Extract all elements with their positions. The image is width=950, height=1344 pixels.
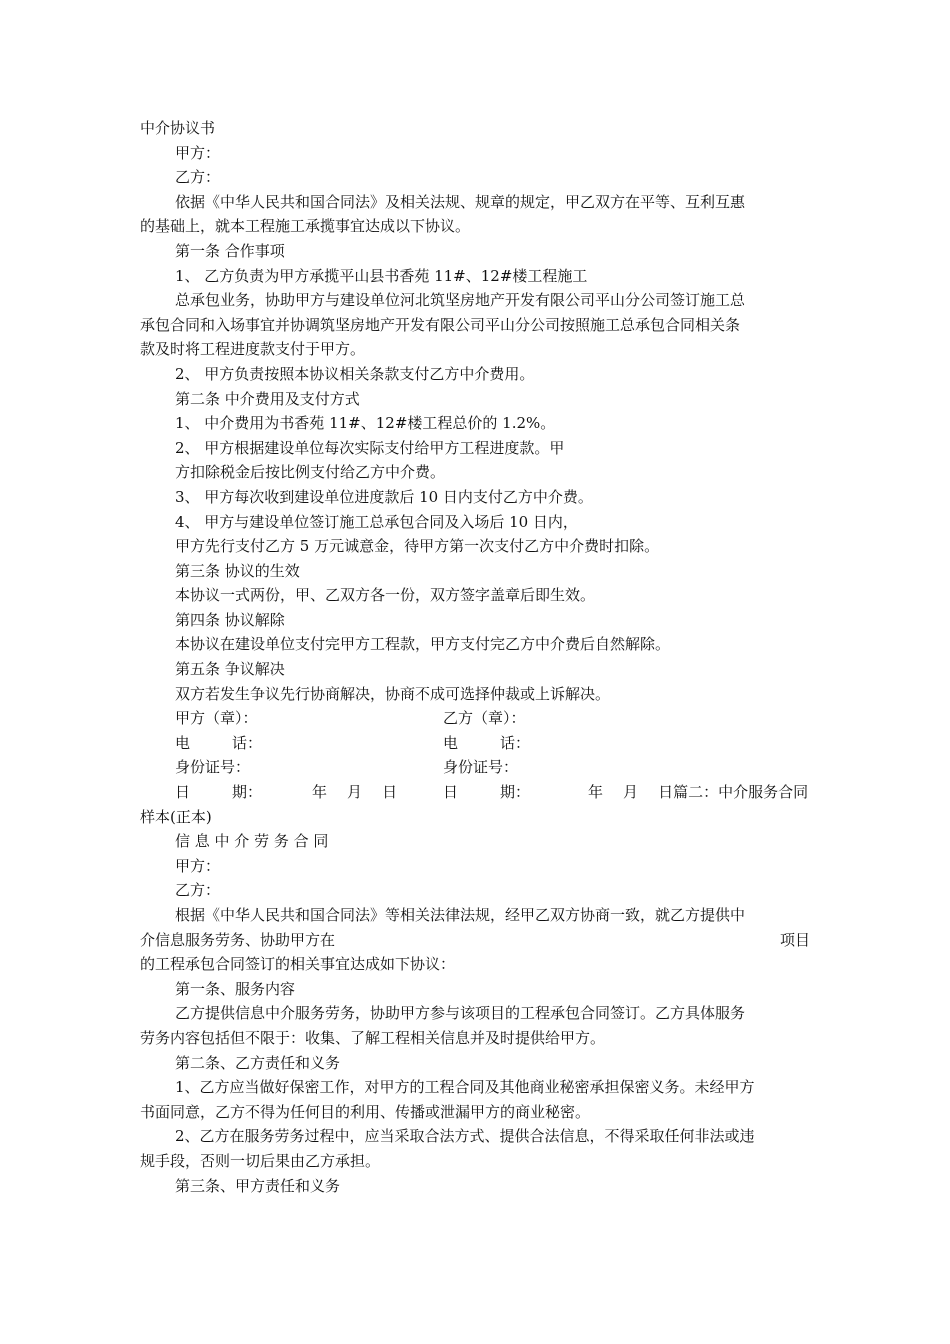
article-2-item-1: 1、 中介费用为书香苑 11#、12#楼工程总价的 1.2%。 — [175, 414, 556, 433]
date-year: 年 — [588, 783, 604, 802]
contract-2-article-2-title: 第二条、乙方责任和义务 — [175, 1053, 341, 1072]
doc-title: 中介协议书 — [140, 119, 216, 137]
article-1-item-1-cont: 承包合同和入场事宜并协调筑坚房地产开发有限公司平山分公司按照施工总承包合同相关条 — [140, 315, 741, 334]
contract-2-intro-line: 的工程承包合同签订的相关事宜达成如下协议： — [140, 955, 456, 974]
phone-label: 电 — [443, 733, 459, 752]
article-1-item-2: 2、 甲方负责按照本协议相关条款支付乙方中介费用。 — [175, 364, 535, 383]
document-page — [140, 116, 810, 1198]
date-month: 月 — [623, 783, 639, 802]
signature-id-row — [140, 755, 810, 780]
contract-2-article-1-body: 乙方提供信息中介服务劳务，协助甲方参与该项目的工程承包合同签订。乙方具体服务 — [175, 1004, 746, 1023]
phone-label: 话： — [232, 733, 263, 752]
date-label: 期： — [500, 783, 531, 802]
article-1-item-1-cont: 总承包业务，协助甲方与建设单位河北筑坚房地产开发有限公司平山分公司签订施工总 — [175, 291, 746, 310]
party-a-line: 甲方： — [175, 143, 221, 162]
signature-date-row — [140, 780, 810, 805]
party-a-id: 身份证号： — [175, 758, 251, 777]
party-b-date — [443, 780, 810, 805]
article-1-item-1: 1、 乙方负责为甲方承揽平山县书香苑 11#、12#楼工程施工 — [175, 266, 588, 285]
article-4-body: 本协议在建设单位支付完甲方工程款，甲方支付完乙方中介费后自然解除。 — [175, 635, 671, 654]
contract-2-article-2-item-2: 规手段，否则一切后果由乙方承担。 — [140, 1151, 381, 1170]
intro-part: 介信息服务劳务、协助甲方在 — [140, 930, 336, 949]
date-label: 日 — [175, 783, 191, 802]
contract-2-intro-line: 根据《中华人民共和国合同法》等相关法律法规，经甲乙双方协商一致，就乙方提供中 — [175, 906, 746, 924]
article-3-title: 第三条 协议的生效 — [175, 561, 300, 580]
contract-2-article-2-item-1: 1、乙方应当做好保密工作，对甲方的工程合同及其他商业秘密承担保密义务。未经甲方 — [175, 1078, 755, 1097]
article-2-item-4-cont: 甲方先行支付乙方 5 万元诚意金，待甲方第一次支付乙方中介费时扣除。 — [175, 537, 660, 556]
article-3-body: 本协议一式两份，甲、乙双方各一份，双方签字盖章后即生效。 — [175, 586, 596, 605]
party-b-seal: 乙方（章）： — [443, 709, 526, 728]
article-2-item-2-cont: 方扣除税金后按比例支付给乙方中介费。 — [175, 463, 446, 482]
article-2-item-2: 2、 甲方根据建设单位每次实际支付给甲方工程进度款。甲 — [175, 438, 565, 457]
article-1-item-1-cont: 款及时将工程进度款支付于甲方。 — [140, 340, 366, 359]
date-month: 月 — [347, 783, 363, 802]
phone-label: 电 — [175, 733, 191, 752]
contract-2-article-1-body: 劳务内容包括但不限于：收集、了解工程相关信息并及时提供给甲方。 — [140, 1028, 606, 1047]
intro-paragraph-line: 依据《中华人民共和国合同法》及相关法规、规章的规定，甲乙双方在平等、互利互惠 — [175, 192, 746, 211]
article-4-title: 第四条 协议解除 — [175, 610, 285, 629]
article-2-item-3: 3、 甲方每次收到建设单位进度款后 10 日内支付乙方中介费。 — [175, 487, 593, 506]
signature-seal-row — [140, 706, 810, 731]
contract-2-article-2-item-1: 书面同意，乙方不得为任何目的利用、传播或泄漏甲方的商业秘密。 — [140, 1102, 591, 1121]
date-year: 年 — [312, 783, 328, 802]
intro-part: 项目 — [779, 930, 810, 949]
party-b-phone — [443, 731, 810, 756]
contract-2-title: 信 息 中 介 劳 务 合 同 — [175, 832, 329, 851]
phone-label: 话： — [500, 733, 531, 752]
contract-2-article-2-item-2: 2、乙方在服务劳务过程中，应当采取合法方式、提供合法信息，不得采取任何非法或违 — [175, 1127, 755, 1146]
article-2-item-4: 4、 甲方与建设单位签订施工总承包合同及入场后 10 日内， — [175, 512, 578, 531]
date-label: 期： — [232, 783, 263, 802]
article-5-body: 双方若发生争议先行协商解决，协商不成可选择仲裁或上诉解决。 — [175, 684, 611, 703]
party-b-line: 乙方： — [175, 168, 221, 187]
contract-2-article-3-title: 第三条、甲方责任和义务 — [175, 1176, 341, 1195]
party-b-id: 身份证号： — [443, 758, 519, 777]
signature-phone-row — [140, 731, 810, 756]
part-2-heading-cont: 样本(正本) — [140, 807, 212, 826]
party-a-phone — [175, 731, 443, 756]
party-a-seal: 甲方（章）： — [175, 709, 258, 728]
article-2-title: 第二条 中介费用及支付方式 — [175, 389, 360, 408]
date-day-heading: 日篇二：中介服务合同 — [658, 783, 809, 802]
intro-paragraph-line: 的基础上，就本工程施工承揽事宜达成以下协议。 — [140, 217, 471, 236]
contract-2-article-1-title: 第一条、服务内容 — [175, 979, 296, 998]
date-day: 日 — [382, 783, 398, 802]
article-5-title: 第五条 争议解决 — [175, 660, 285, 679]
contract-2-party-b: 乙方： — [175, 881, 221, 900]
article-1-title: 第一条 合作事项 — [175, 241, 285, 260]
party-a-date — [175, 780, 443, 805]
contract-2-party-a: 甲方： — [175, 856, 221, 875]
date-label: 日 — [443, 783, 459, 802]
contract-2-intro-line — [140, 928, 810, 953]
